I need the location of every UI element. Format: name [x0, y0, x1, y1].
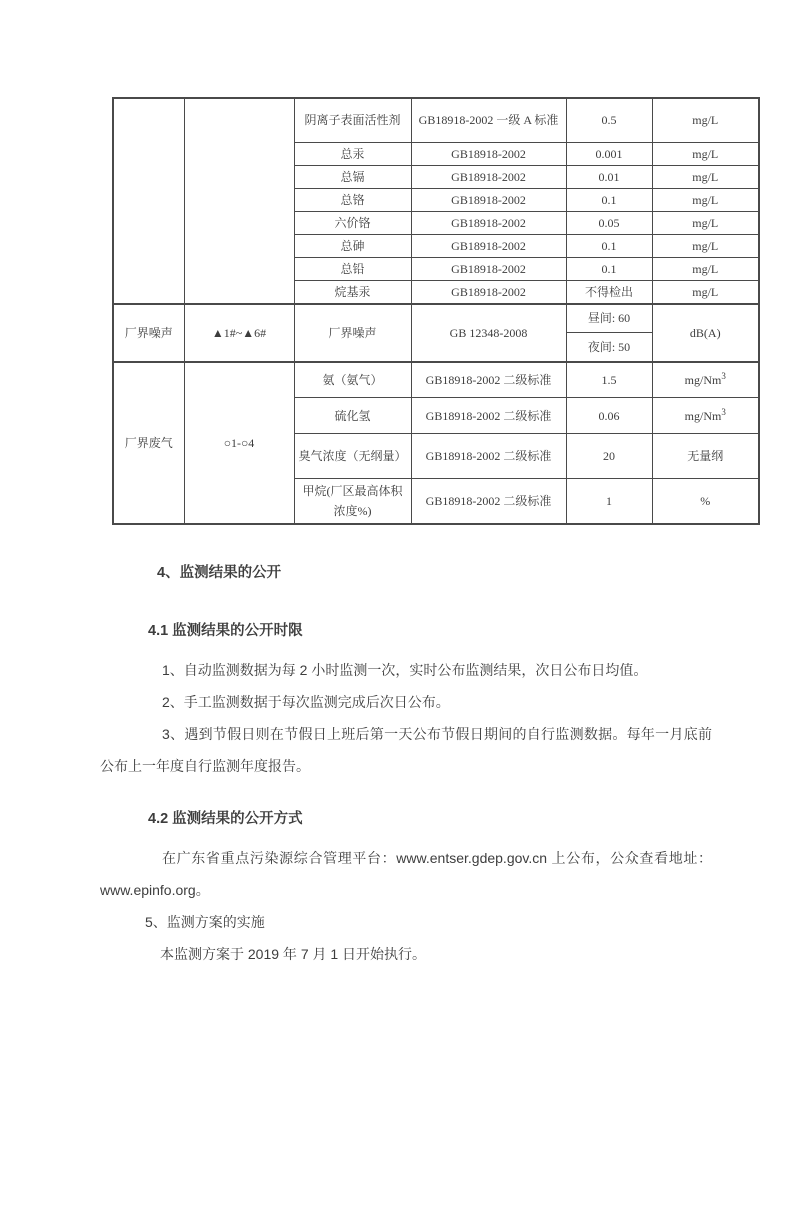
cell-parameter: 总砷 — [294, 234, 411, 257]
cell-unit — [652, 398, 759, 434]
cell-limit: 不得检出 — [566, 280, 652, 304]
paragraph-publish-platform: 在广东省重点污染源综合管理平台：www.entser.gdep.gov.cn 上公布，公众查看地址：www.epinfo.org。 — [100, 849, 712, 898]
cell-standard: GB18918-2002 — [411, 234, 566, 257]
cell-parameter: 总镉 — [294, 165, 411, 188]
cell-parameter: 硫化氢 — [294, 398, 411, 434]
cell-standard: GB18918-2002 一级 A 标准 — [411, 98, 566, 142]
cell-limit: 0.06 — [566, 398, 652, 434]
paragraph-manual-monitoring: 2、手工监测数据于每次监测完成后次日公布。 — [162, 693, 450, 710]
cell-parameter: 烷基汞 — [294, 280, 411, 304]
cell-limit-day: 昼间: 60 — [566, 304, 652, 333]
unit-text: 无量纲 — [687, 449, 724, 463]
table-row — [113, 362, 759, 398]
cell-limit: 0.05 — [566, 211, 652, 234]
unit-text: % — [700, 493, 711, 508]
cell-limit: 1 — [566, 479, 652, 524]
cell-limit: 0.01 — [566, 165, 652, 188]
cell-unit: mg/L — [652, 142, 759, 165]
cell-standard: GB18918-2002 — [411, 257, 566, 280]
cell-parameter: 阴离子表面活性剂 — [294, 98, 411, 142]
cell-unit — [652, 362, 759, 398]
cell-limit: 0.1 — [566, 188, 652, 211]
cell-unit: mg/L — [652, 188, 759, 211]
cell-limit-night: 夜间: 50 — [566, 333, 652, 362]
cell-limit: 1.5 — [566, 362, 652, 398]
cell-standard: GB 12348-2008 — [411, 304, 566, 362]
cell-unit: mg/L — [652, 257, 759, 280]
cell-unit: mg/L — [652, 280, 759, 304]
cell-parameter: 臭气浓度（无纲量） — [294, 434, 411, 479]
cell-unit: mg/L — [652, 211, 759, 234]
cell-parameter: 总铬 — [294, 188, 411, 211]
cell-unit: mg/L — [652, 234, 759, 257]
cell-standard: GB18918-2002 二级标准 — [411, 362, 566, 398]
paragraph-holiday-monitoring: 3、遇到节假日则在节假日上班后第一天公布节假日期间的自行监测数据。每年一月底前公布上一年度自行监测年度报告。 — [100, 725, 712, 774]
section-heading-4: 4、监测结果的公开 — [157, 564, 282, 581]
cell-category-empty — [113, 98, 184, 304]
cell-limit: 0.1 — [566, 257, 652, 280]
cell-limit: 0.5 — [566, 98, 652, 142]
unit-text: mg/Nm — [684, 372, 722, 387]
cell-parameter: 厂界噪声 — [294, 304, 411, 362]
cell-standard: GB18918-2002 二级标准 — [411, 434, 566, 479]
cell-unit: mg/L — [652, 165, 759, 188]
cell-parameter: 总汞 — [294, 142, 411, 165]
cell-standard: GB18918-2002 — [411, 280, 566, 304]
cell-standard: GB18918-2002 — [411, 142, 566, 165]
unit-superscript: 3 — [721, 370, 726, 381]
cell-category: 厂界噪声 — [113, 304, 184, 362]
cell-parameter: 六价铬 — [294, 211, 411, 234]
cell-standard: GB18918-2002 二级标准 — [411, 479, 566, 524]
section-heading-4-1: 4.1 监测结果的公开时限 — [148, 622, 303, 639]
cell-standard: GB18918-2002 二级标准 — [411, 398, 566, 434]
unit-superscript: 3 — [721, 406, 726, 417]
table-row — [113, 304, 759, 333]
section-heading-5: 5、监测方案的实施 — [145, 913, 265, 930]
cell-unit — [652, 479, 759, 524]
cell-parameter: 氨（氨气） — [294, 362, 411, 398]
unit-text: mg/Nm — [684, 408, 722, 423]
cell-points: ○1-○4 — [184, 362, 294, 524]
monitoring-standards-table — [112, 97, 760, 525]
cell-limit: 0.1 — [566, 234, 652, 257]
document-body — [100, 562, 712, 970]
cell-limit: 0.001 — [566, 142, 652, 165]
cell-limit: 20 — [566, 434, 652, 479]
cell-points-empty — [184, 98, 294, 304]
cell-standard: GB18918-2002 — [411, 211, 566, 234]
cell-unit: mg/L — [652, 98, 759, 142]
cell-standard: GB18918-2002 — [411, 188, 566, 211]
cell-unit — [652, 434, 759, 479]
cell-category: 厂界废气 — [113, 362, 184, 524]
cell-parameter: 总铅 — [294, 257, 411, 280]
table-row — [113, 98, 759, 142]
section-heading-4-2: 4.2 监测结果的公开方式 — [148, 810, 303, 827]
cell-standard: GB18918-2002 — [411, 165, 566, 188]
cell-unit: dB(A) — [652, 304, 759, 362]
paragraph-implementation-date: 本监测方案于 2019 年 7 月 1 日开始执行。 — [160, 945, 427, 962]
cell-parameter: 甲烷(厂区最高体积浓度%) — [294, 479, 411, 524]
paragraph-auto-monitoring: 1、自动监测数据为每 2 小时监测一次，实时公布监测结果，次日公布日均值。 — [162, 661, 648, 678]
cell-points: ▲1#~▲6# — [184, 304, 294, 362]
